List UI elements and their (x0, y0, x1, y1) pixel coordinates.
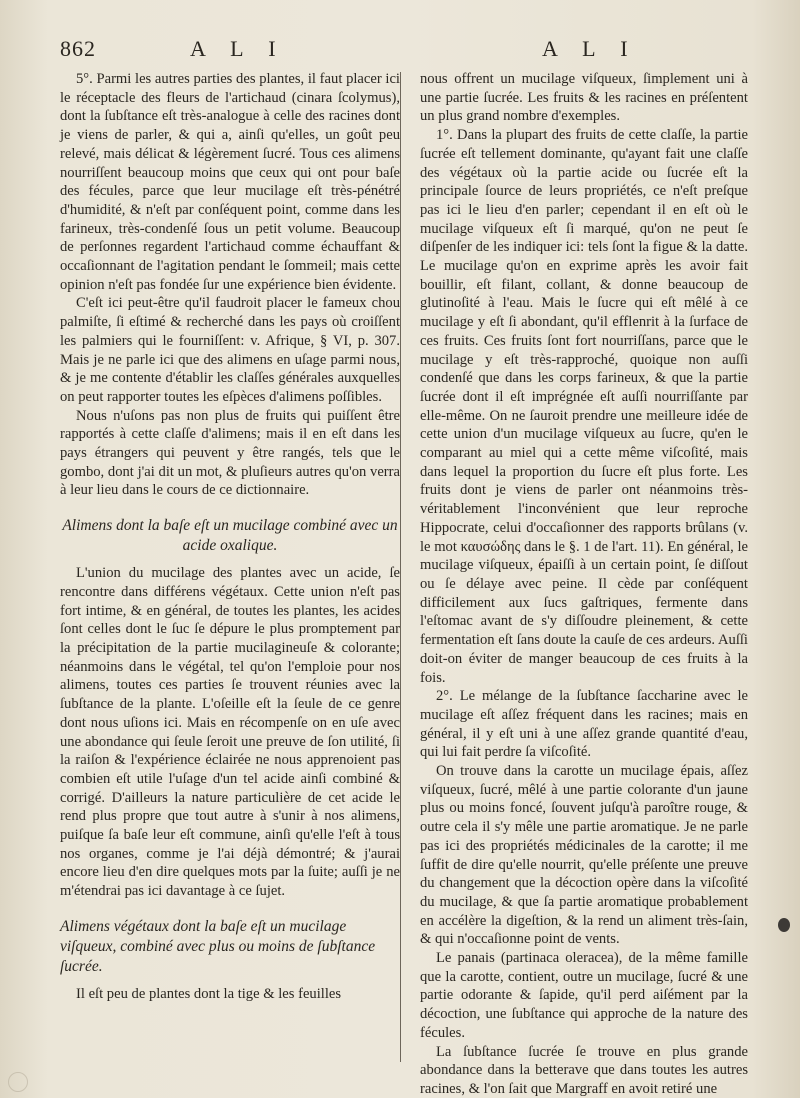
paragraph-artichaud: 5°. Parmi les autres parties des plantes, il faut placer ici le réceptacle des fleurs de l'artichaud (cinara ſcolymus), dont la ſubſtance eſt très-analogue à celle des racines dont je viens de parler, & qui a, ainſi qu'elles, un goût peu relevé, mais délicat & légèrement ſucré. Tous ces alimens nourriſſent beaucoup moins que ceux qui ont pour baſe des fécules, parce que leur mucilage eſt très-pénétré d'humidité, & n'eſt par conſéquent point, comme dans les farineux, très-condenſé ſous un petit volume. Beaucoup de perſonnes regardent l'artichaud comme échauffant & occaſionnant de l'agitation pendant le ſommeil; mais cette opinion n'eſt pas fondée ſur une expérience bien évidente. (60, 71, 400, 293)
paragraph-panais: Le panais (partinaca oleracea), de la même famille que la carotte, contient, outre un mucilage, ſucré & une partie odorante & ſapide, qu'il perd aiſément par la décoction, une ſubſtance qui approche de la nature des fécules. (420, 950, 748, 1041)
paragraph-chou-palmiste: C'eſt ici peut-être qu'il faudroit placer le fameux chou palmiſte, ſi eſtimé & recherché dans les pays où croiſſent les palmiers qui le fourniſſent: v. Afrique, § VI, p. 307. Mais je ne parle ici que des alimens en uſage parmi nous, & je me contente d'établir les claſſes générales auxquelles on peut rapporter toutes les eſpèces d'alimens poſſibles. (60, 295, 400, 405)
section-heading-mucilage-visqueux: Alimens végétaux dont la baſe eſt un mucilage viſqueux, combiné avec plus ou moins de ſubſtance ſucrée. (60, 917, 376, 975)
paragraph-figue-datte: 1°. Dans la plupart des fruits de cette claſſe, la partie ſucrée eſt tellement dominante, qu'ayant fait une claſſe des végétaux où la partie acide ou ſucrée eſt la principale ſource de leurs propriétés, ce n'eſt preſque pas ici le lieu d'en parler; cependant il en eſt où le mucilage viſqueux eſt ſi marqué, qu'on ne peut ſe diſpenſer de les indiquer ici: tels ſont la figue & la datte. Le mucilage qu'on en exprime après les avoir fait bouillir, eſt filant, collant, & donne beaucoup de glutinoſité à l'eau. Mais le ſucre qui eſt mêlé à ce mucilage y eſt ſi abondant, qu'il efflenrit à la ſurface de ces fruits. Ces fruits ſont fort nourriſſans, parce que le mucilage y eſt très-rapproché, quoique non auſſi condenſé que dans les corps farineux, & que la partie ſucrée dont il eſt imprégnée eſt auſſi nourriſſante par elle-même. On ne ſauroit prendre une meilleure idée de cette union d'un mucilage viſqueux au ſucre, qu'en le comparant au miel qui a cette même viſcoſité, mais dans lequel la proportion du ſucre eſt plus forte. Les fruits dont je viens de parler ont néanmoins très-véritablement l'inconvénient que leur reproche Hippocrate, celui d'occaſionner des rapports brûlans (v. le mot καυσώδης dans le §. 1 de l'art. 11). En général, le mucilage viſqueux, épaiſſi à un certain point, ſe diſſout ou ſe délaye avec peine. Il cède par conſéquent difficilement aux ſucs gaſtriques, fermente dans l'eſtomac avant de s'y diſſoudre pleinement, & cette fermentation eſt ſans doute la cauſe de ces ardeurs. Auſſi doit-on éviter de manger beaucoup de ces fruits à la fois. (420, 127, 748, 686)
running-head-left: A L I (190, 36, 286, 61)
running-head-right: A L I (542, 36, 638, 61)
ink-blot (778, 918, 790, 932)
stamp-mark (8, 1072, 28, 1092)
right-column (420, 70, 748, 1098)
paragraph-betterave: La ſubſtance ſucrée ſe trouve en plus grande abondance dans la betterave que dans toutes les autres racines, & l'on ſait que Margraff en avoit retiré une (420, 1043, 748, 1097)
paragraph-fruits: Nous n'uſons pas non plus de fruits qui puiſſent être rapportés à cette claſſe d'alimens; mais il en eſt dans les pays étrangers qui peuvent y être rangés, tels que le gombo, dont j'ai dit un mot, & pluſieurs autres qu'on verra à leur lieu dans le cours de ce dictionnaire. (60, 407, 400, 499)
section-heading-acide-oxalique: Alimens dont la baſe eſt un mucilage combiné avec un acide oxalique. (62, 517, 398, 555)
page-number: 862 (60, 36, 96, 61)
paragraph-oseille: L'union du mucilage des plantes avec un acide, ſe rencontre dans différens végétaux. Cette union n'eſt pas fort intime, & en général, de toutes les plantes, les acides ſont celles dont le ſuc ſe dépure le plus promptement par la précipitation de la partie mucilagineuſe & colorante; néanmoins dans le végétal, tel qu'on l'emploie pour nos alimens, toutes ces parties ſe trouvent réunies avec la ſubſtance de la plante. L'oſeille eſt la ſeule de ce genre dont nous uſions ici. Mais en récompenſe on en uſe avec une abondance qui ſeule ſeroit une preuve de ſon utilité, ſi la raiſon & l'expérience éclairée ne nous apprenoient pas combien eſt utile l'uſage d'un tel acide ainſi combiné & corrigé. D'ailleurs la nature particulière de cet acide le rend plus propre que tout autre à s'unir à nos alimens, puiſque ſa baſe leur eſt commune, ainſi qu'elle l'eſt à tous nos organes, comme je l'ai déjà démontré; & j'aurai encore lieu d'en dire quelques mots par la ſuite; auſſi je ne m'étendrai pas ici davantage à ce ſujet. (60, 565, 400, 900)
column-divider (400, 72, 401, 1062)
left-column (60, 70, 400, 1004)
paragraph-racines: 2°. Le mélange de la ſubſtance ſaccharine avec le mucilage eſt aſſez fréquent dans les racines; mais en général, il y eſt uni à une aſſez grande quantité d'eau, qui lui fait perdre ſa viſcoſité. (420, 688, 748, 761)
paragraph-continuation: nous offrent un mucilage viſqueux, ſimplement uni à une partie ſucrée. Les fruits & les racines en préſentent un plus grand nombre d'exemples. (420, 71, 748, 125)
page-header (50, 36, 790, 70)
paragraph-tige-feuilles: Il eſt peu de plantes dont la tige & les feuilles (76, 985, 342, 1002)
paragraph-carotte: On trouve dans la carotte un mucilage épais, aſſez viſqueux, ſucré, mêlé à une partie colorante d'un jaune plus ou moins foncé, ſouvent juſqu'à paroître rouge, & outre cela il s'y mêle une partie aromatique. Je ne parle pas ici des propriétés médicinales de la carotte; il me ſuffit de dire qu'elle nourrit, qu'elle préſente une preuve du changement que la décoction opère dans la viſcoſité du mucilage, & que ſa partie aromatique probablement en accélère la digeſtion, & la rend un aliment très-ſain, & qui n'occaſionne point de vents. (420, 763, 748, 948)
